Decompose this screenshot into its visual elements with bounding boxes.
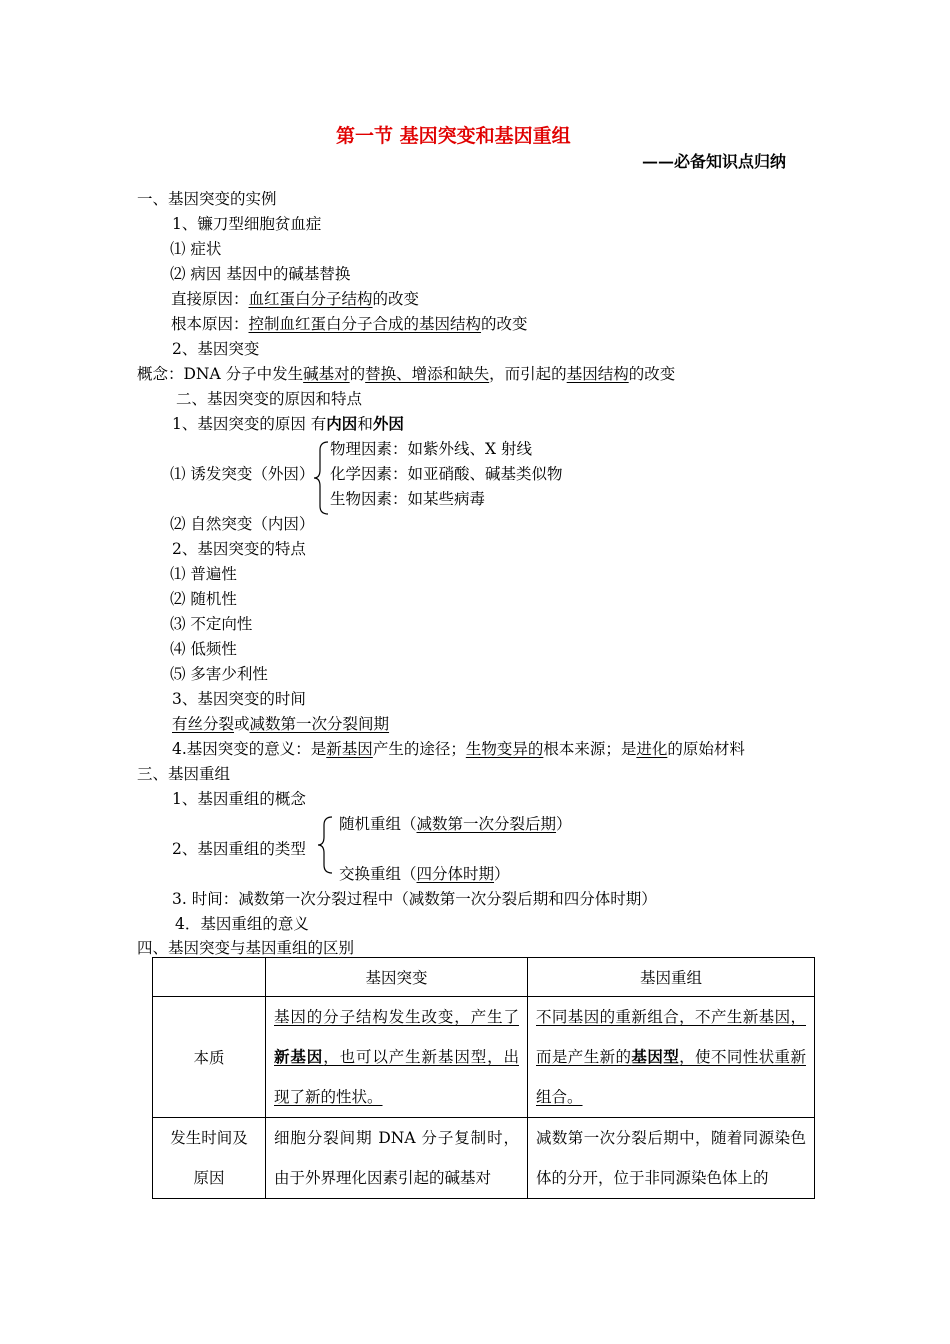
concept-text-c: ，而引起的 (489, 365, 567, 383)
biological-factors: 生物因素：如某些病毒 (330, 490, 486, 508)
table-row (153, 1118, 815, 1199)
direct-cause-end: 的改变 (372, 290, 420, 308)
mut-essence-c: ，也可以产生新基因型，出现了新的性状。 (274, 1048, 519, 1106)
induced-mutation: ⑴ 诱发突变（外因） (170, 465, 315, 483)
table-row (153, 997, 815, 1118)
physical-factors: 物理因素：如紫外线、X 射线 (330, 440, 532, 458)
section-3-heading: 三、基因重组 (137, 765, 231, 783)
cell-recombination-essence (528, 997, 815, 1118)
root-cause-end: 的改变 (481, 315, 528, 333)
table-header-recombination: 基因重组 (528, 958, 815, 997)
mutation-significance (172, 739, 745, 759)
reasons-external: 外因 (372, 414, 404, 433)
direct-cause (171, 289, 419, 309)
direct-cause-underlined: 血红蛋白分子结构 (248, 290, 373, 308)
recombination-concept: 1、基因重组的概念 (172, 790, 306, 808)
feature-randomness: ⑵ 随机性 (170, 590, 237, 608)
item-gene-mutation: 2、基因突变 (172, 340, 260, 358)
concept-underline-2: 替换、增添和缺失 (365, 365, 490, 383)
comparison-table (152, 957, 815, 1199)
recombination-types: 2、基因重组的类型 (172, 840, 306, 858)
item-cause: ⑵ 病因 基因中的碱基替换 (170, 265, 351, 283)
reasons-text: 1、基因突变的原因 有 (172, 415, 327, 433)
root-cause-label: 根本原因： (171, 315, 249, 333)
recombination-meaning: 4．基因重组的意义 (175, 915, 309, 933)
rec-essence-a: 不同基因的重新组合，不产生新基因，而是产生新的 (536, 1008, 806, 1066)
reasons-and: 和 (357, 415, 373, 433)
mutation-time (172, 714, 389, 734)
section-1-heading: 一、基因突变的实例 (137, 190, 277, 208)
time-mitosis: 有丝分裂 (172, 715, 235, 733)
page-title: 第一节 基因突变和基因重组 (336, 125, 571, 147)
sig-text-c: 根本来源；是 (543, 740, 637, 758)
chemical-factors: 化学因素：如亚硝酸、碱基类似物 (330, 465, 563, 483)
concept-underline-3: 基因结构 (566, 365, 629, 383)
section-2-heading: 二、基因突变的原因和特点 (176, 390, 363, 408)
feature-non-directional: ⑶ 不定向性 (170, 615, 253, 633)
concept-underline-1: 碱基对 (303, 365, 350, 383)
feature-mostly-harmful: ⑸ 多害少利性 (170, 665, 268, 683)
row-label-essence: 本质 (153, 997, 266, 1118)
cell-recombination-time-cause: 减数第一次分裂后期中，随着同源染色体的分开，位于非同源染色体上的 (528, 1118, 815, 1199)
sig-underline-1: 新基因 (326, 740, 373, 758)
feature-low-frequency: ⑷ 低频性 (170, 640, 237, 658)
direct-cause-label: 直接原因： (171, 290, 249, 308)
cross-underline: 四分体时期 (416, 865, 495, 883)
cross-text-a: 交换重组（ (339, 865, 417, 883)
brace-induced (312, 440, 330, 516)
item-sickle-cell: 1、镰刀型细胞贫血症 (172, 215, 322, 233)
concept-text-a: 概念：DNA 分子中发生 (137, 365, 304, 383)
table-header-empty (153, 958, 266, 997)
crossover-recombination (339, 864, 510, 884)
page-subtitle: ——必备知识点归纳 (642, 152, 787, 171)
rec-essence-bold: 基因型 (631, 1047, 680, 1066)
feature-universality: ⑴ 普遍性 (170, 565, 237, 583)
features-heading: 2、基因突变的特点 (172, 540, 306, 558)
sig-text-d: 的原始材料 (667, 740, 745, 758)
section-4-heading: 四、基因突变与基因重组的区别 (137, 939, 355, 957)
cross-text-b: ） (494, 865, 510, 883)
root-cause-underlined: 控制血红蛋白分子合成的基因结构 (248, 315, 482, 333)
table-header-mutation: 基因突变 (266, 958, 528, 997)
rec-essence-c: ，使不同性状重新组合。 (536, 1048, 806, 1106)
concept-text-d: 的改变 (628, 365, 676, 383)
natural-mutation: ⑵ 自然突变（内因） (170, 515, 315, 533)
recombination-time: 3. 时间：减数第一次分裂过程中（减数第一次分裂后期和四分体时期） (172, 890, 657, 908)
random-recombination (339, 814, 572, 834)
mutation-concept (137, 364, 675, 384)
mut-essence-bold: 新基因 (274, 1047, 324, 1066)
sig-underline-2: 生物变异的 (465, 740, 544, 758)
cell-mutation-time-cause: 细胞分裂间期 DNA 分子复制时，由于外界理化因素引起的碱基对 (266, 1118, 528, 1199)
item-symptom: ⑴ 症状 (170, 240, 222, 258)
mutation-reasons (172, 414, 404, 434)
row-label-time-cause: 发生时间及原因 (153, 1118, 266, 1199)
cell-mutation-essence (266, 997, 528, 1118)
brace-recombination (316, 815, 334, 875)
time-meiosis-interphase: 减数第一次分裂间期 (249, 715, 390, 733)
time-or: 或 (234, 715, 250, 733)
concept-text-b: 的 (349, 365, 366, 383)
random-text-a: 随机重组（ (339, 815, 417, 833)
random-underline: 减数第一次分裂后期 (416, 815, 557, 833)
mut-essence-a: 基因的分子结构发生改变，产生了 (274, 1008, 519, 1026)
sig-text-a: 4.基因突变的意义：是 (172, 740, 327, 758)
sig-text-b: 产生的途径； (372, 740, 466, 758)
sig-underline-3: 进化 (636, 740, 668, 758)
root-cause (171, 314, 528, 334)
random-text-b: ） (556, 815, 572, 833)
table-header-row (153, 958, 815, 997)
reasons-internal: 内因 (326, 414, 358, 433)
mutation-time-heading: 3、基因突变的时间 (172, 690, 306, 708)
